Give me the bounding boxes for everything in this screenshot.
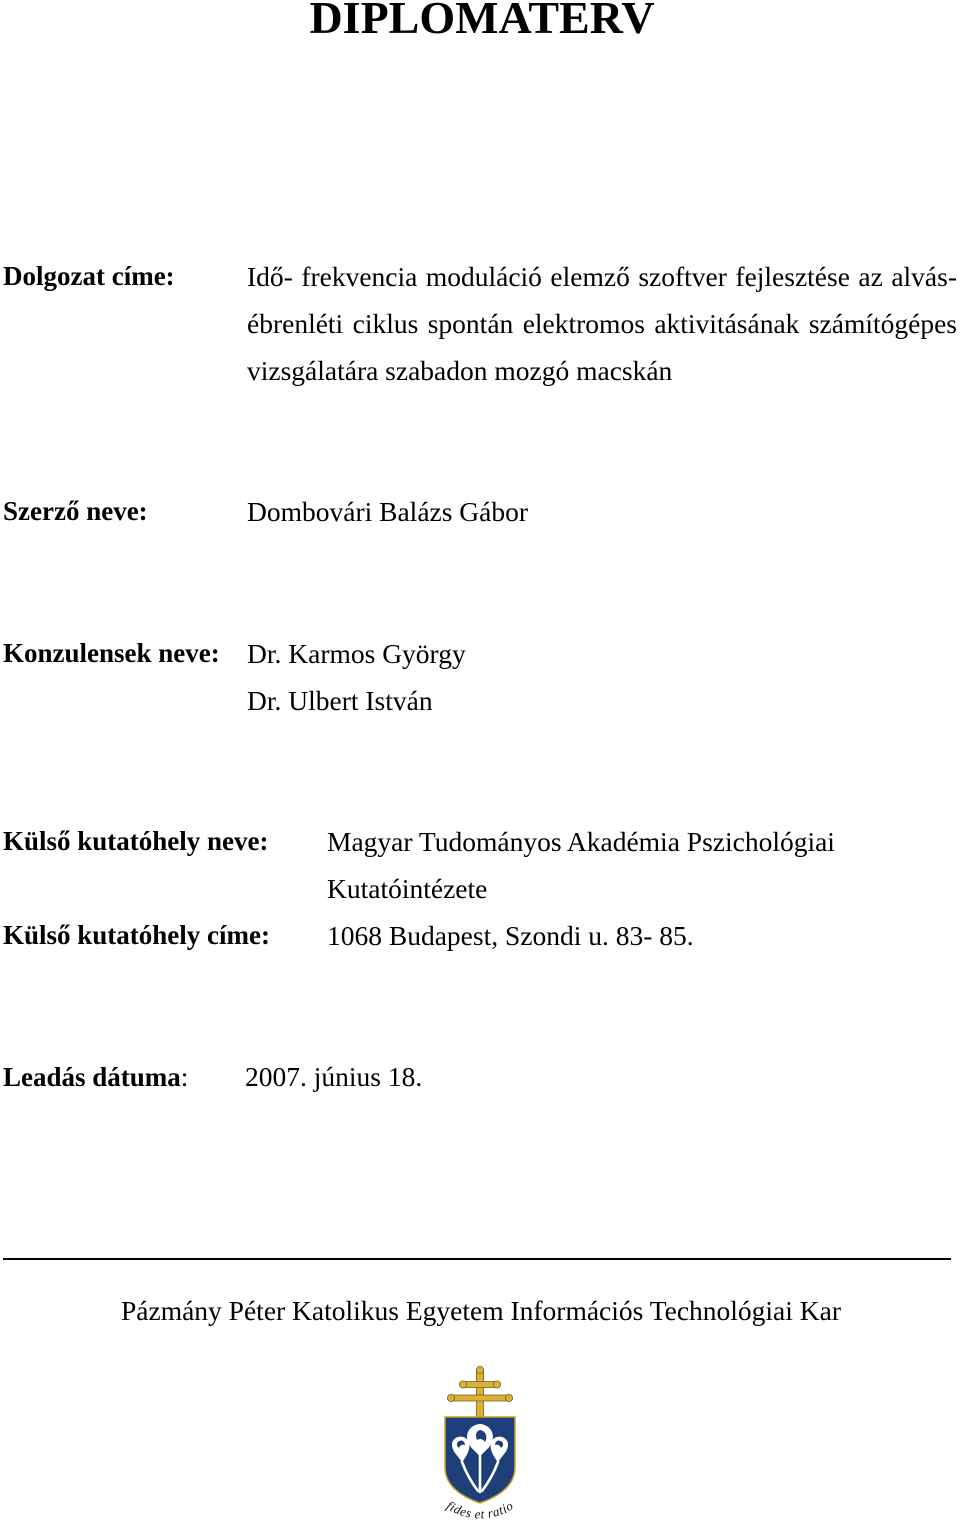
consultant-name-1: Dr. Karmos György: [247, 638, 466, 669]
external-address-text: 1068 Budapest, Szondi u. 83- 85.: [327, 920, 694, 951]
author-label: Szerző neve:: [3, 496, 148, 526]
submission-date-label: [3, 1053, 188, 1101]
external-institution-line-1: Magyar Tudományos Akadémia Pszichológiai: [327, 826, 835, 857]
cross-lower-right-knob: [505, 1394, 512, 1401]
external-institution-value: [327, 818, 947, 912]
institution-name: Pázmány Péter Katolikus Egyetem Információs Technológiai Kar: [121, 1295, 841, 1326]
motto-text-path: fides et ratio: [444, 1497, 516, 1522]
cross-upper-bar: [464, 1382, 496, 1388]
submission-date-label-colon: :: [180, 1061, 189, 1092]
thesis-title-label: Dolgozat címe:: [3, 261, 175, 291]
cross-upper-right-knob: [493, 1381, 500, 1388]
submission-date-text: 2007. június 18.: [245, 1061, 423, 1092]
consultants-value: [247, 630, 957, 724]
cross-top-knob: [476, 1366, 483, 1373]
consultants-label: Konzulensek neve:: [3, 638, 220, 668]
patriarchal-cross: [447, 1366, 512, 1422]
university-logo: [430, 1364, 530, 1524]
external-institution-label: Külső kutatóhely neve:: [3, 826, 269, 856]
external-institution-line-2: Kutatóintézete: [327, 873, 488, 904]
consultant-name-2: Dr. Ulbert István: [247, 685, 433, 716]
author-value: [247, 488, 957, 535]
thesis-title-line-1: Idő- frekvencia moduláció elemző szoftver fejlesztése az alvás-: [247, 261, 957, 292]
submission-date-label-text: Leadás dátuma: [3, 1062, 181, 1092]
cross-lower-left-knob: [447, 1394, 454, 1401]
cross-upper-left-knob: [459, 1381, 466, 1388]
thesis-title-value: [247, 253, 957, 394]
thesis-title-line-2: ébrenléti ciklus spontán elektromos aktivitásának számítógépes: [247, 308, 957, 339]
author-name: Dombovári Balázs Gábor: [247, 496, 529, 527]
document-title: DIPLOMATERV: [309, 0, 655, 43]
footer-divider: [3, 1258, 951, 1260]
external-address-value: [327, 912, 947, 959]
cross-lower-bar: [452, 1395, 508, 1401]
submission-date-value: [245, 1053, 845, 1100]
external-address-label: Külső kutatóhely címe:: [3, 920, 270, 950]
thesis-title-line-3: vizsgálatára szabadon mozgó macskán: [247, 355, 673, 386]
